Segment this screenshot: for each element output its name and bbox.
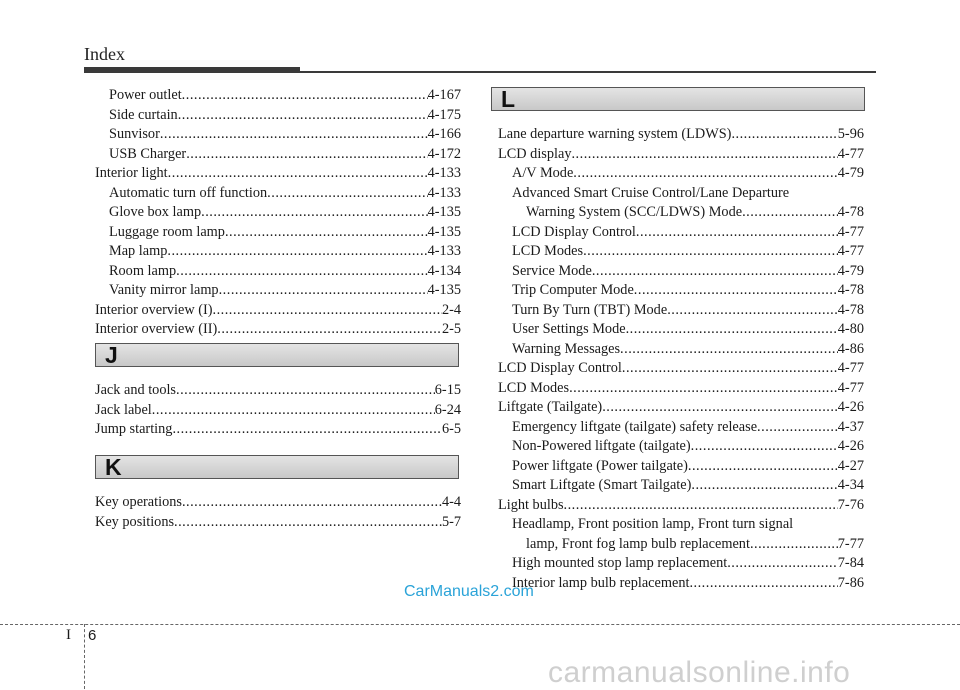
index-entry-label: Interior lamp bulb replacement	[512, 574, 690, 591]
index-entry[interactable]	[498, 242, 864, 262]
dot-leader	[622, 359, 838, 379]
index-entry[interactable]	[498, 515, 864, 535]
index-entry-label: Sunvisor	[109, 126, 160, 142]
dot-leader	[602, 398, 838, 418]
index-entry-page: 2-4	[441, 301, 461, 318]
index-entry-label: Smart Liftgate (Smart Tailgate)	[512, 477, 692, 493]
index-entry[interactable]	[95, 184, 461, 204]
site-footer-text[interactable]: carmanualsonline.info	[548, 656, 851, 689]
index-entry-label: Interior overview (I)	[95, 301, 213, 318]
section-letter: K	[105, 454, 122, 480]
index-entry-page: 5-7	[441, 513, 461, 530]
index-entry-label: Jack and tools	[95, 382, 176, 398]
index-entry[interactable]	[498, 301, 864, 321]
index-entry[interactable]	[95, 381, 461, 401]
dot-leader	[176, 262, 428, 282]
index-entry-label: Vanity mirror lamp	[109, 282, 219, 298]
index-entry-page: 4-26	[837, 399, 864, 415]
index-entry-label: Glove box lamp	[109, 204, 202, 220]
dot-leader	[217, 320, 442, 340]
index-entry-label: Lane departure warning system (LDWS)	[498, 126, 732, 142]
index-entry-label: Key positions	[95, 513, 175, 530]
dot-leader	[178, 106, 428, 126]
index-entry-page: 4-78	[837, 282, 864, 298]
dot-leader	[636, 223, 838, 243]
footer-page-number: 6	[88, 627, 97, 644]
index-entry[interactable]	[95, 86, 461, 106]
dot-leader	[167, 242, 427, 262]
dot-leader	[225, 223, 428, 243]
index-entry-page: 4-77	[837, 145, 864, 162]
index-entry-label: Turn By Turn (TBT) Mode	[512, 301, 668, 318]
index-entry-page: 6-15	[434, 382, 461, 398]
index-entry-label: Headlamp, Front position lamp, Front turn signal	[512, 516, 794, 532]
index-entry-page: 4-166	[427, 126, 461, 142]
index-entry-label: Power liftgate (Power tailgate)	[512, 457, 688, 474]
watermark-text[interactable]: CarManuals2.com	[404, 583, 534, 600]
index-entry[interactable]	[95, 106, 461, 126]
dot-leader	[176, 381, 435, 401]
index-entry[interactable]	[95, 242, 461, 262]
dot-leader	[174, 513, 442, 533]
section-header-l	[491, 87, 865, 111]
index-entry[interactable]	[95, 281, 461, 301]
index-entry-label: A/V Mode	[512, 165, 574, 181]
dot-leader	[727, 554, 838, 574]
index-entry-page: 7-84	[837, 555, 864, 571]
index-entry-label: Interior light	[95, 165, 168, 181]
index-entry-page: 7-77	[837, 535, 864, 552]
dot-leader	[592, 262, 838, 282]
dot-leader	[172, 420, 441, 440]
index-entry-label: Room lamp	[109, 262, 177, 279]
section-letter: J	[105, 342, 118, 368]
index-entry[interactable]	[95, 203, 461, 223]
index-entry-label: LCD Modes	[498, 379, 570, 396]
index-entry[interactable]	[498, 496, 864, 516]
index-entry-label: LCD display	[498, 145, 572, 162]
index-entry[interactable]	[498, 203, 864, 223]
index-entry-label: LCD Display Control	[512, 223, 636, 240]
dot-leader	[267, 184, 427, 204]
index-entry[interactable]	[498, 164, 864, 184]
index-entry-page: 4-27	[837, 457, 864, 474]
footer-divider	[0, 624, 960, 625]
index-entry-page: 4-133	[427, 184, 461, 201]
index-entry-label: Warning System (SCC/LDWS) Mode	[526, 204, 743, 220]
index-entry-page: 4-175	[427, 106, 461, 123]
dot-leader	[168, 164, 428, 184]
index-entry-label: Power outlet	[109, 87, 182, 103]
index-entry-label: Trip Computer Mode	[512, 282, 634, 298]
dot-leader	[569, 379, 838, 399]
index-entry[interactable]	[95, 513, 461, 533]
index-entry-label: Advanced Smart Cruise Control/Lane Departure	[512, 184, 790, 201]
dot-leader	[634, 281, 838, 301]
index-entry[interactable]	[498, 359, 864, 379]
index-entry-label: Emergency liftgate (tailgate) safety release	[512, 418, 758, 435]
dot-leader	[688, 457, 838, 477]
index-entry[interactable]	[95, 262, 461, 282]
index-entry-page: 4-135	[427, 223, 461, 240]
section-header-j	[95, 343, 459, 367]
index-entry[interactable]	[95, 301, 461, 321]
index-entry-page: 4-172	[427, 145, 461, 162]
dot-leader	[152, 401, 435, 421]
index-entry-label: Map lamp	[109, 243, 168, 259]
dot-leader	[757, 418, 838, 438]
index-entry-label: LCD Display Control	[498, 360, 622, 376]
index-entry[interactable]	[95, 145, 461, 165]
dot-leader	[573, 164, 837, 184]
index-entry[interactable]	[498, 476, 864, 496]
index-entry-label: User Settings Mode	[512, 321, 626, 337]
index-entry-label: LCD Modes	[512, 243, 584, 259]
dot-leader	[201, 203, 428, 223]
index-entry[interactable]	[498, 340, 864, 360]
header-rule	[300, 71, 876, 73]
index-entry[interactable]	[498, 554, 864, 574]
index-entry-page: 4-80	[837, 321, 864, 337]
section-letter: L	[501, 86, 516, 112]
index-entry-page: 4-135	[427, 204, 461, 220]
index-entry-label: lamp, Front fog lamp bulb replacement	[526, 535, 750, 552]
index-entry[interactable]	[498, 145, 864, 165]
index-entry[interactable]	[498, 457, 864, 477]
dot-leader	[213, 301, 442, 321]
footer-section-letter: I	[66, 627, 71, 643]
index-entry-page: 4-26	[837, 438, 864, 454]
index-entry[interactable]	[498, 574, 864, 594]
dot-leader	[620, 340, 838, 360]
index-entry-label: Interior overview (II)	[95, 321, 218, 337]
index-entry[interactable]	[95, 164, 461, 184]
index-entry[interactable]	[498, 320, 864, 340]
index-entry[interactable]	[95, 493, 461, 513]
index-entry-page: 6-24	[434, 401, 461, 418]
index-entry[interactable]	[95, 320, 461, 340]
index-entry[interactable]	[498, 418, 864, 438]
index-entry-page: 4-135	[427, 282, 461, 298]
index-entry-page: 4-133	[427, 243, 461, 259]
index-entry-label: Light bulbs	[498, 496, 564, 513]
index-entry-page: 2-5	[441, 321, 461, 337]
dot-leader	[691, 476, 837, 496]
index-entry-page: 5-96	[837, 126, 864, 142]
dot-leader	[186, 145, 427, 165]
index-entry-label: USB Charger	[109, 145, 187, 162]
dot-leader	[731, 125, 837, 145]
index-entry[interactable]	[95, 420, 461, 440]
index-entry-page: 4-34	[837, 477, 864, 493]
dot-leader	[219, 281, 428, 301]
index-entry[interactable]	[498, 281, 864, 301]
index-entry-label: Key operations	[95, 494, 182, 510]
index-entry[interactable]	[498, 398, 864, 418]
index-entry-label: High mounted stop lamp replacement	[512, 555, 728, 571]
index-entry-page: 4-78	[837, 204, 864, 220]
footer-vertical-divider	[84, 624, 85, 689]
index-entry-page: 7-86	[837, 574, 864, 591]
index-entry-label: Automatic turn off function	[109, 184, 268, 201]
index-entry-page: 4-133	[427, 165, 461, 181]
dot-leader	[182, 86, 428, 106]
index-entry-page: 4-77	[837, 379, 864, 396]
index-entry-page: 4-77	[837, 223, 864, 240]
index-entry-label: Non-Powered liftgate (tailgate)	[512, 438, 691, 454]
dot-leader	[667, 301, 838, 321]
index-entry-page: 4-37	[837, 418, 864, 435]
dot-leader	[742, 203, 838, 223]
dot-leader	[571, 145, 837, 165]
index-entry-page: 6-5	[441, 421, 461, 437]
index-entry-page: 4-86	[837, 340, 864, 357]
index-entry-label: Liftgate (Tailgate)	[498, 399, 603, 415]
dot-leader	[626, 320, 838, 340]
index-entry-page: 4-78	[837, 301, 864, 318]
header-bar	[84, 67, 300, 73]
header-title: Index	[84, 44, 125, 64]
dot-leader	[750, 535, 838, 555]
index-entry-label: Side curtain	[109, 106, 178, 123]
index-entry-label: Warning Messages	[512, 340, 621, 357]
index-entry-label: Luggage room lamp	[109, 223, 225, 240]
index-entry-page: 4-77	[837, 243, 864, 259]
index-entry-label: Jump starting	[95, 421, 173, 437]
dot-leader	[160, 125, 428, 145]
dot-leader	[689, 574, 837, 594]
index-entry-page: 4-167	[427, 87, 461, 103]
index-entry[interactable]	[498, 223, 864, 243]
index-entry[interactable]	[498, 379, 864, 399]
index-entry[interactable]	[498, 184, 864, 204]
dot-leader	[583, 242, 838, 262]
index-entry-page: 7-76	[837, 496, 864, 513]
index-entry[interactable]	[95, 223, 461, 243]
dot-leader	[182, 493, 442, 513]
index-entry-label: Jack label	[95, 401, 152, 418]
dot-leader	[691, 437, 838, 457]
index-entry[interactable]	[498, 125, 864, 145]
index-entry-label: Service Mode	[512, 262, 592, 279]
index-entry-page: 4-79	[837, 165, 864, 181]
index-entry[interactable]	[498, 262, 864, 282]
index-entry-page: 4-134	[427, 262, 461, 279]
index-entry-page: 4-4	[441, 494, 461, 510]
index-entry[interactable]	[95, 125, 461, 145]
section-header-k	[95, 455, 459, 479]
index-entry[interactable]	[95, 401, 461, 421]
dot-leader	[564, 496, 838, 516]
index-entry[interactable]	[498, 437, 864, 457]
index-entry-page: 4-79	[837, 262, 864, 279]
index-entry-page: 4-77	[837, 360, 864, 376]
index-entry[interactable]	[498, 535, 864, 555]
